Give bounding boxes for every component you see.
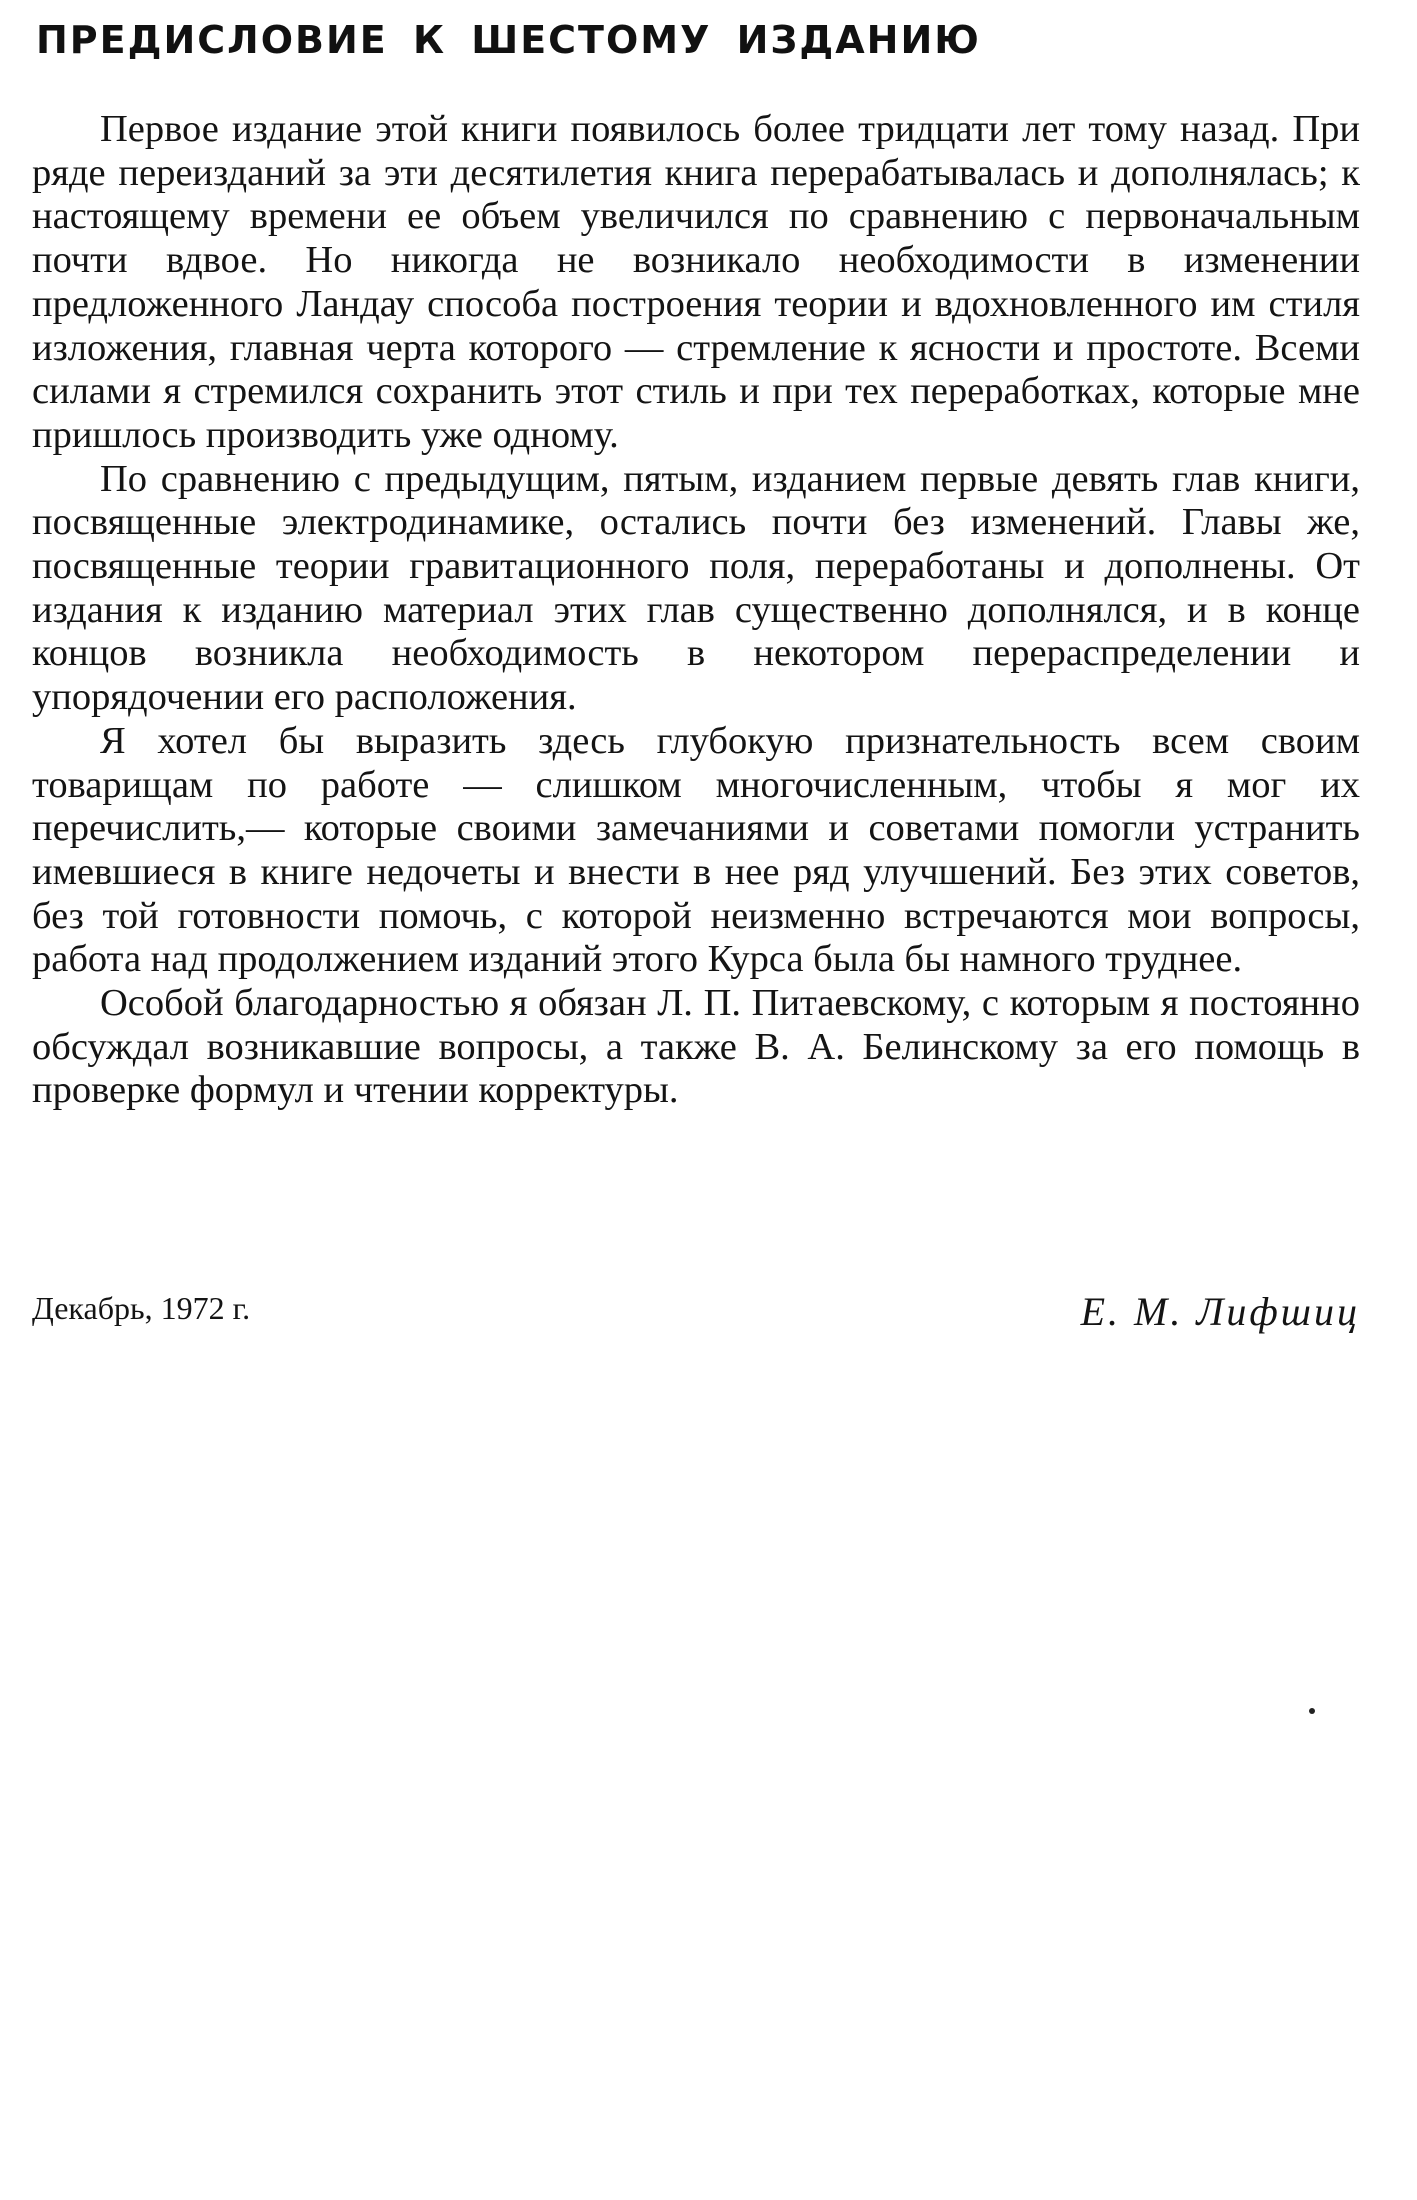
preface-date: Декабрь, 1972 г. [32, 1290, 251, 1326]
signature-row [32, 1290, 1360, 1350]
preface-paragraph: По сравнению с предыдущим, пятым, изданием первые девять глав книги, посвященные электродинамике, остались почти без изменений. Главы же, посвященные теории гравитационного поля, переработаны и дополнены. От издания к изданию материал этих глав существенно дополнялся, и в конце концов возникла необходимость в некотором перераспределении и упорядочении его расположения. [32, 457, 1360, 719]
preface-heading: ПРЕДИСЛОВИЕ К ШЕСТОМУ ИЗДАНИЮ [36, 18, 981, 62]
preface-body [32, 108, 1360, 1113]
preface-paragraph: Я хотел бы выразить здесь глубокую признательность всем своим товарищам по работе — слишком многочисленным, чтобы я мог их перечислить,— которые своими замечаниями и советами помогли устранить имевшиеся в книге недочеты и внести в нее ряд улучшений. Без этих советов, без той готовности помочь, с которой неизменно встречаются мои вопросы, работа над продолжением изданий этого Курса была бы намного труднее. [32, 719, 1360, 981]
preface-paragraph: Особой благодарностью я обязан Л. П. Питаевскому, с которым я постоянно обсуждал возникавшие вопросы, а также В. А. Белинскому за его помощь в проверке формул и чтении корректуры. [32, 982, 1360, 1112]
print-speck [1309, 1708, 1315, 1714]
preface-paragraph: Первое издание этой книги появилось более тридцати лет тому назад. При ряде переизданий за эти десятилетия книга перерабатывалась и дополнялась; к настоящему времени ее объем увеличился по сравнению с первоначальным почти вдвое. Но никогда не возникало необходимости в изменении предложенного Ландау способа построения теории и вдохновленного им стиля изложения, главная черта которого — стремление к ясности и простоте. Всеми силами я стремился сохранить этот стиль и при тех переработках, которые мне пришлось производить уже одному. [32, 108, 1360, 456]
author-signature: Е. М. Лифшиц [1080, 1289, 1360, 1334]
document-page [32, 0, 1360, 2200]
